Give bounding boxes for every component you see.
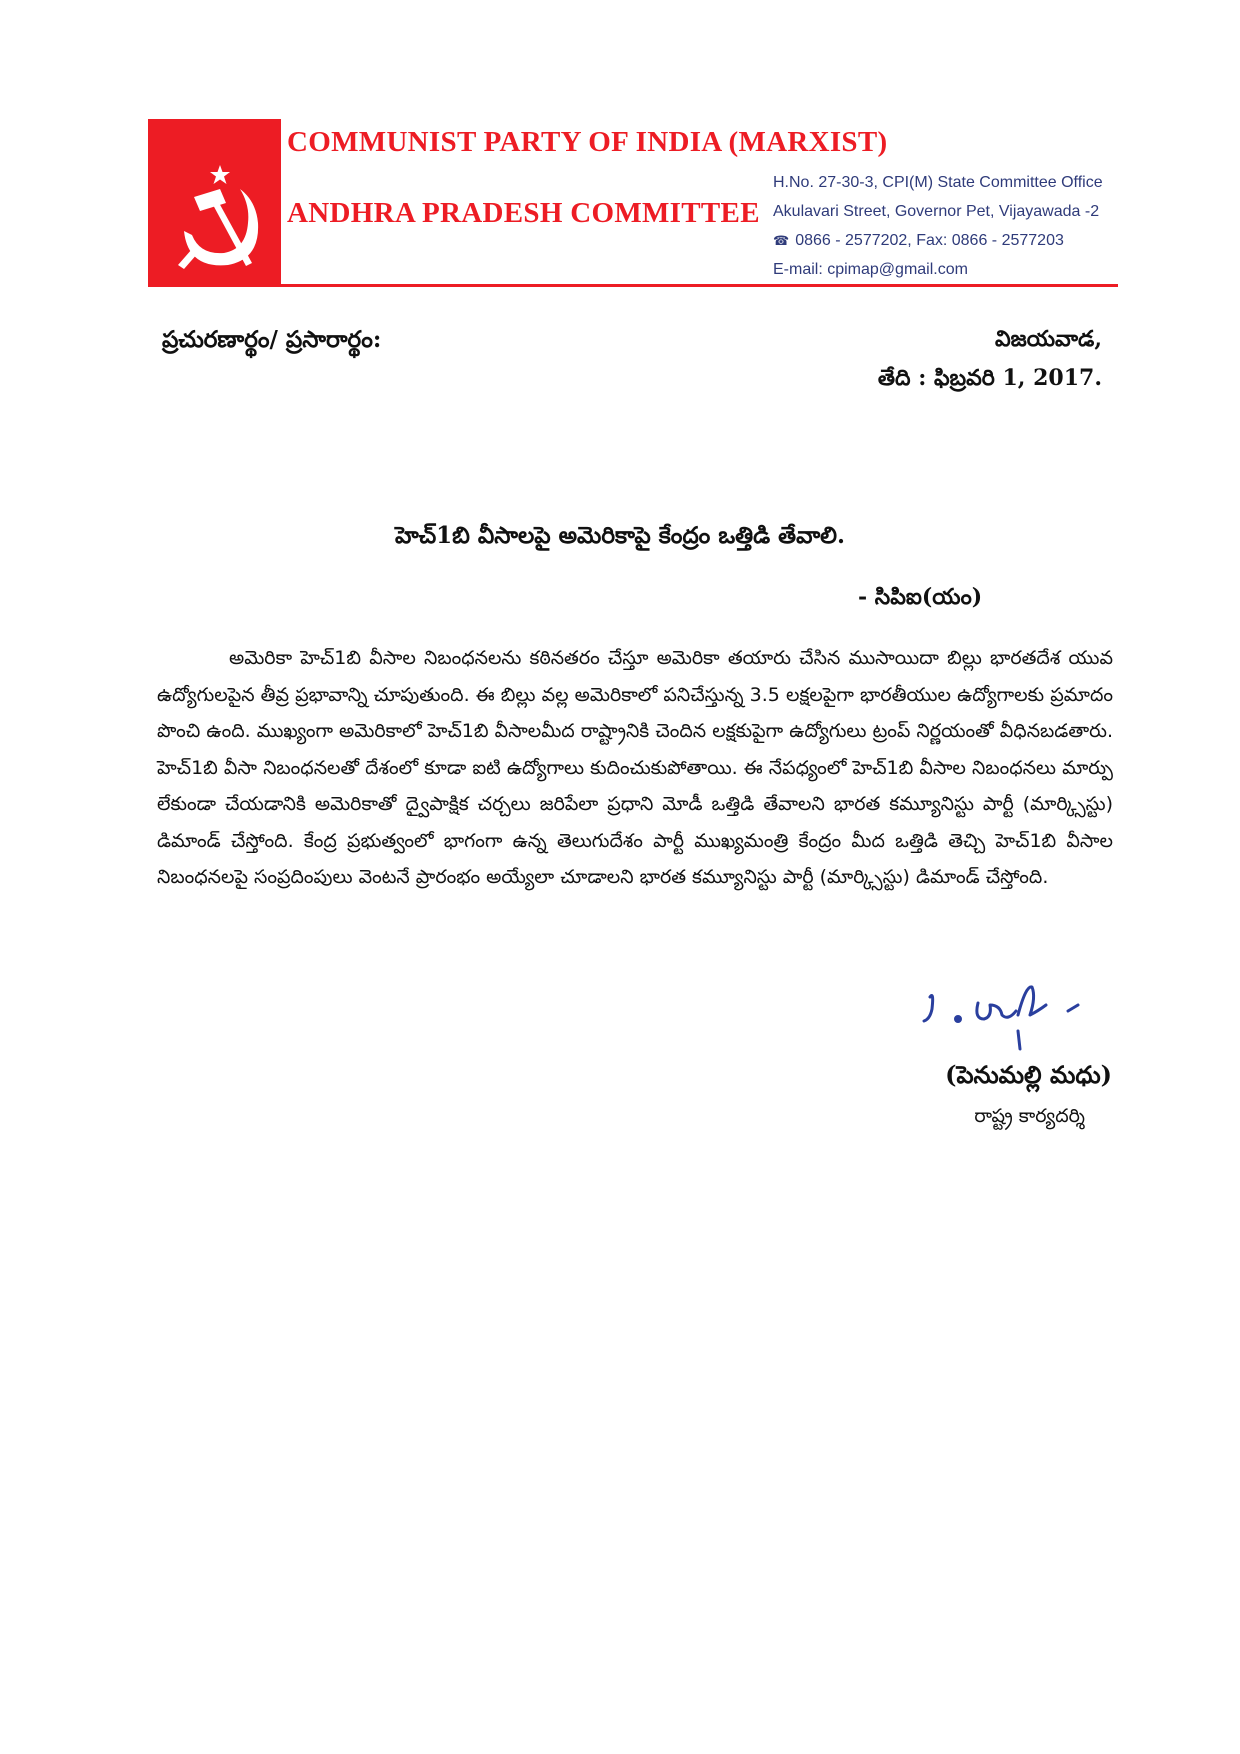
release-label: ప్రచురణార్థం/ ప్రసారార్థం: xyxy=(162,326,382,353)
party-logo xyxy=(148,119,281,287)
headline: హెచ్‌1బి వీసాలపై అమెరికాపై కేంద్రం ఒత్తిడి తేవాలి. xyxy=(394,522,846,549)
phone-icon: ☎ xyxy=(773,233,790,248)
header-divider xyxy=(267,284,1118,287)
body-paragraph: అమెరికా హెచ్‌1బి వీసాల నిబంధనలను కఠినతరం చేస్తూ అమెరికా తయారు చేసిన ముసాయిదా బిల్లు భారతదేశ యువ ఉద్యోగులపైన తీవ్ర ప్రభావాన్ని చూపుతుంది. ఈ బిల్లు వల్ల అమెరికాలో పనిచేస్తున్న 3.5 లక్షలపైగా భారతీయుల ఉద్యోగాలకు ప్రమాదం పొంచి ఉంది. ముఖ్యంగా అమెరికాలో హెచ్‌1బి వీసాలమీద రాష్ట్రానికి చెందిన లక్షకుపైగా ఉద్యోగులు ట్రంప్‌ నిర్ణయంతో వీధినబడతారు. హెచ్‌1బి వీసా నిబంధనలతో దేశంలో కూడా ఐటి ఉద్యోగాలు కుదించుకుపోతాయి. ఈ నేపధ్యంలో హెచ్‌1బి వీసాల నిబంధనలు మార్పు లేకుండా చేయడానికి అమెరికాతో ద్వైపాక్షిక చర్చలు జరిపేలా ప్రధాని మోడీ ఒత్తిడి తేవాలని భారత కమ్యూనిస్టు పార్టీ (మార్క్సిస్టు) డిమాండ్‌ చేస్తోంది. కేంద్ర ప్రభుత్వంలో భాగంగా ఉన్న తెలుగుదేశం పార్టీ ముఖ్యమంత్రి కేంద్రం మీద ఒత్తిడి తెచ్చి హెచ్‌1బి వీసాల నిబంధనలపై సంప్రదింపులు వెంటనే ప్రారంభం అయ్యేలా చూడాలని భారత కమ్యూనిస్టు పార్టీ (మార్క్సిస్టు) డిమాండ్‌ చేస్తోంది. xyxy=(157,647,1113,888)
signatory-name: (పెనుమల్లి మధు) xyxy=(945,1060,1112,1089)
phone-fax-text: 0866 - 2577202, Fax: 0866 - 2577203 xyxy=(795,232,1064,249)
phone-fax-line xyxy=(773,226,1103,255)
committee-name: ANDHRA PRADESH COMMITTEE xyxy=(287,197,760,229)
signatory-title: రాష్ట్ర కార్యదర్శి xyxy=(974,1105,1085,1127)
email-line: E-mail: cpimap@gmail.com xyxy=(773,261,968,278)
address-line-1: H.No. 27-30-3, CPI(M) State Committee Office xyxy=(773,174,1103,191)
party-attribution: - సిపిఐ(యం) xyxy=(858,584,983,610)
hammer-sickle-icon xyxy=(148,119,281,287)
address-line-2: Akulavari Street, Governor Pet, Vijayawada -2 xyxy=(773,203,1100,220)
place: విజయవాడ, xyxy=(994,326,1102,352)
contact-address xyxy=(773,168,1103,284)
signature xyxy=(918,975,1118,1055)
date: తేది : ఫిబ్రవరి 1, 2017. xyxy=(877,365,1102,391)
organization-name: COMMUNIST PARTY OF INDIA (MARXIST) xyxy=(287,126,888,158)
